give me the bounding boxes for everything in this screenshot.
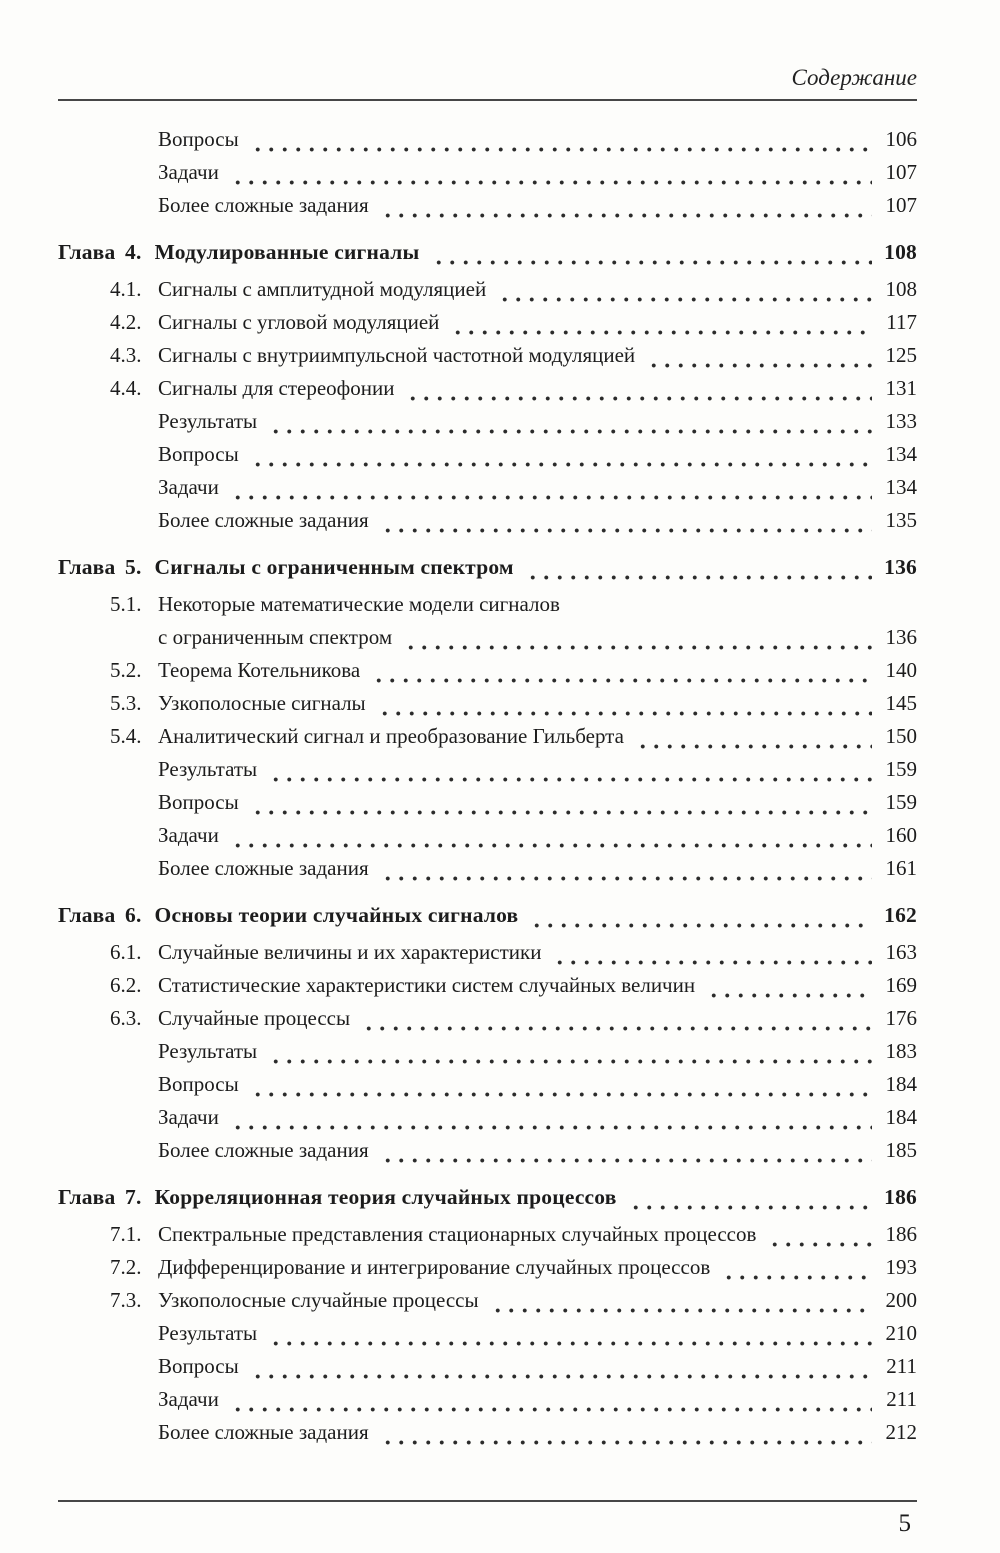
dot-leader [429,236,873,269]
toc-entry-number: Глава 6. [58,903,142,927]
toc-entry-page: 212 [885,1420,917,1444]
dot-leader [633,720,872,753]
toc-entry-number: Глава 4. [58,240,142,264]
toc-entry [58,1068,917,1101]
toc-entry-page: 135 [885,508,917,532]
toc-entry-number: 5.1. [110,592,142,616]
toc-entry-page: 125 [885,343,917,367]
toc-entry-label: Сигналы с угловой модуляцией [158,310,440,334]
dot-leader [266,1317,872,1350]
toc-entry-label: Результаты [158,757,258,781]
toc-entry-label: Теорема Котельникова [158,658,361,682]
dot-leader [550,936,872,969]
toc-entry [58,1251,917,1284]
dot-leader [378,1416,872,1449]
running-head: Содержание [791,65,917,90]
toc-entry-label: Результаты [158,1321,258,1345]
toc-entry [58,339,917,372]
toc-entry-label: с ограниченным спектром [158,625,393,649]
toc-entry-number: 5.4. [110,724,142,748]
dot-leader [228,819,872,852]
toc-entry [58,687,917,720]
toc-entry-label: Сигналы с внутриимпульсной частотной модуляцией [158,343,636,367]
dot-leader [248,786,872,819]
toc-entry [58,621,917,654]
toc-entry-page: 136 [885,625,917,649]
toc-entry-label: Случайные величины и их характеристики [158,940,542,964]
dot-leader [403,372,872,405]
dot-leader [626,1181,872,1214]
dot-leader [266,753,872,786]
dot-leader [569,588,872,621]
dot-leader [523,551,872,584]
toc-entry-page: 134 [885,475,917,499]
toc-entry-page: 159 [885,757,917,781]
dot-leader [378,189,872,222]
toc-entry [58,1181,917,1214]
toc-entry-label: Задачи [158,160,219,184]
toc-entry [58,189,917,222]
toc-entry-page: 133 [885,409,917,433]
toc-entry-label: Более сложные задания [158,856,369,880]
toc-entry [58,471,917,504]
dot-leader [378,852,872,885]
toc-entry-page: 163 [885,940,917,964]
toc-entry [58,306,917,339]
toc-entry-label: Спектральные представления стационарных случайных процессов [158,1222,757,1246]
toc-entry [58,372,917,405]
toc-entry-page: 161 [885,856,917,880]
toc-entry [58,969,917,1002]
toc-entry-page: 117 [886,310,917,334]
toc-entry-page: 107 [885,193,917,217]
header-rule [58,99,917,101]
toc-entry-label: Модулированные сигналы [154,240,420,264]
toc-entry-number: 7.1. [110,1222,142,1246]
toc-entry-label: Более сложные задания [158,508,369,532]
toc-entry-page: 186 [885,1222,917,1246]
toc-entry-page: 169 [885,973,917,997]
dot-leader [228,1101,872,1134]
toc-entry-label: Сигналы с амплитудной модуляцией [158,277,487,301]
toc-entry-label: Сигналы для стереофонии [158,376,395,400]
toc-entry-label: Вопросы [158,790,239,814]
toc-entry [58,1218,917,1251]
dot-leader [378,504,872,537]
page-footer [58,1492,917,1539]
toc-entry [58,1383,917,1416]
toc-entry [58,1416,917,1449]
toc-entry-page: 159 [885,790,917,814]
dot-leader [527,899,872,932]
toc-entry [58,852,917,885]
dot-leader [448,306,872,339]
toc-entry [58,588,917,621]
toc-entry [58,819,917,852]
toc-entry-page: 131 [885,376,917,400]
toc-entry [58,753,917,786]
dot-leader [401,621,872,654]
dot-leader [644,339,872,372]
dot-leader [266,405,872,438]
toc-entry-page: 211 [886,1387,917,1411]
dot-leader [488,1284,872,1317]
toc-entry-number: 5.3. [110,691,142,715]
dot-leader [266,1035,872,1068]
toc-entry-page: 184 [885,1072,917,1096]
toc-entry-page: 211 [886,1354,917,1378]
toc-entry-page: 136 [884,555,917,579]
toc-entry-number: 4.4. [110,376,142,400]
toc-entry [58,654,917,687]
toc-entry [58,123,917,156]
toc-entry-page: 186 [884,1185,917,1209]
toc-entry [58,156,917,189]
toc-entry-page: 193 [885,1255,917,1279]
toc-entry-number: 4.2. [110,310,142,334]
toc-entry-page: 162 [884,903,917,927]
toc-entry [58,236,917,269]
toc-entry-label: Результаты [158,1039,258,1063]
dot-leader [248,438,872,471]
toc-entry-page: 176 [885,1006,917,1030]
toc-entry-page: 200 [885,1288,917,1312]
toc-entry-number: 4.3. [110,343,142,367]
toc-entry-label: Задачи [158,823,219,847]
toc-entry-page: 107 [885,160,917,184]
toc-entry-page: 145 [885,691,917,715]
toc-entry [58,1134,917,1167]
dot-leader [248,1350,872,1383]
toc-entry-label: Основы теории случайных сигналов [154,903,519,927]
toc-entry-number: 4.1. [110,277,142,301]
toc-entry-label: Узкополосные сигналы [158,691,366,715]
toc-entry [58,899,917,932]
toc-entry-page: 108 [884,240,917,264]
toc-entry [58,1002,917,1035]
toc-entry-label: Вопросы [158,1354,239,1378]
toc-entry-label: Случайные процессы [158,1006,351,1030]
toc-entry [58,438,917,471]
toc-entry-number: 6.2. [110,973,142,997]
dot-leader [495,273,872,306]
toc-entry-label: Более сложные задания [158,193,369,217]
toc-entry-label: Результаты [158,409,258,433]
toc-list [58,123,917,1449]
footer-rule [58,1500,917,1502]
toc-entry-page: 183 [885,1039,917,1063]
dot-leader [704,969,872,1002]
toc-entry-number: 6.3. [110,1006,142,1030]
toc-entry-number: 7.3. [110,1288,142,1312]
toc-entry-label: Корреляционная теория случайных процессов [154,1185,617,1209]
toc-entry-label: Вопросы [158,1072,239,1096]
dot-leader [228,471,872,504]
toc-entry-number: 6.1. [110,940,142,964]
toc-entry-page: 160 [885,823,917,847]
toc-entry-label: Сигналы с ограниченным спектром [154,555,514,579]
dot-leader [378,1134,872,1167]
toc-entry-label: Некоторые математические модели сигналов [158,592,560,616]
dot-leader [359,1002,872,1035]
toc-entry-number: 5.2. [110,658,142,682]
toc-entry-number: Глава 5. [58,555,142,579]
toc-entry-page: 210 [885,1321,917,1345]
toc-entry-page: 150 [885,724,917,748]
toc-entry [58,720,917,753]
dot-leader [228,156,872,189]
toc-entry-page: 140 [885,658,917,682]
dot-leader [248,123,872,156]
toc-entry-label: Вопросы [158,442,239,466]
toc-entry [58,405,917,438]
toc-entry-label: Более сложные задания [158,1420,369,1444]
toc-entry-label: Задачи [158,475,219,499]
toc-entry [58,1350,917,1383]
toc-entry-page: 108 [885,277,917,301]
dot-leader [248,1068,872,1101]
dot-leader [719,1251,872,1284]
toc-entry [58,786,917,819]
page-header [58,0,917,101]
dot-leader [765,1218,872,1251]
page-number: 5 [898,1510,911,1537]
dot-leader [228,1383,872,1416]
toc-entry-label: Более сложные задания [158,1138,369,1162]
toc-entry-label: Узкополосные случайные процессы [158,1288,479,1312]
dot-leader [369,654,872,687]
toc-entry-label: Задачи [158,1387,219,1411]
toc-entry [58,504,917,537]
dot-leader [375,687,872,720]
toc-entry-page: 134 [885,442,917,466]
toc-entry-label: Дифференцирование и интегрирование случайных процессов [158,1255,711,1279]
toc-entry-label: Вопросы [158,127,239,151]
toc-entry [58,551,917,584]
toc-entry [58,1035,917,1068]
toc-entry-label: Статистические характеристики систем случайных величин [158,973,696,997]
toc-entry [58,936,917,969]
toc-entry-page: 106 [885,127,917,151]
toc-entry [58,1317,917,1350]
toc-entry-number: Глава 7. [58,1185,142,1209]
toc-entry [58,273,917,306]
toc-entry-page: 184 [885,1105,917,1129]
toc-entry-number: 7.2. [110,1255,142,1279]
toc-entry-label: Задачи [158,1105,219,1129]
toc-entry-label: Аналитический сигнал и преобразование Гильберта [158,724,624,748]
toc-entry [58,1284,917,1317]
toc-entry [58,1101,917,1134]
toc-entry-page: 185 [885,1138,917,1162]
